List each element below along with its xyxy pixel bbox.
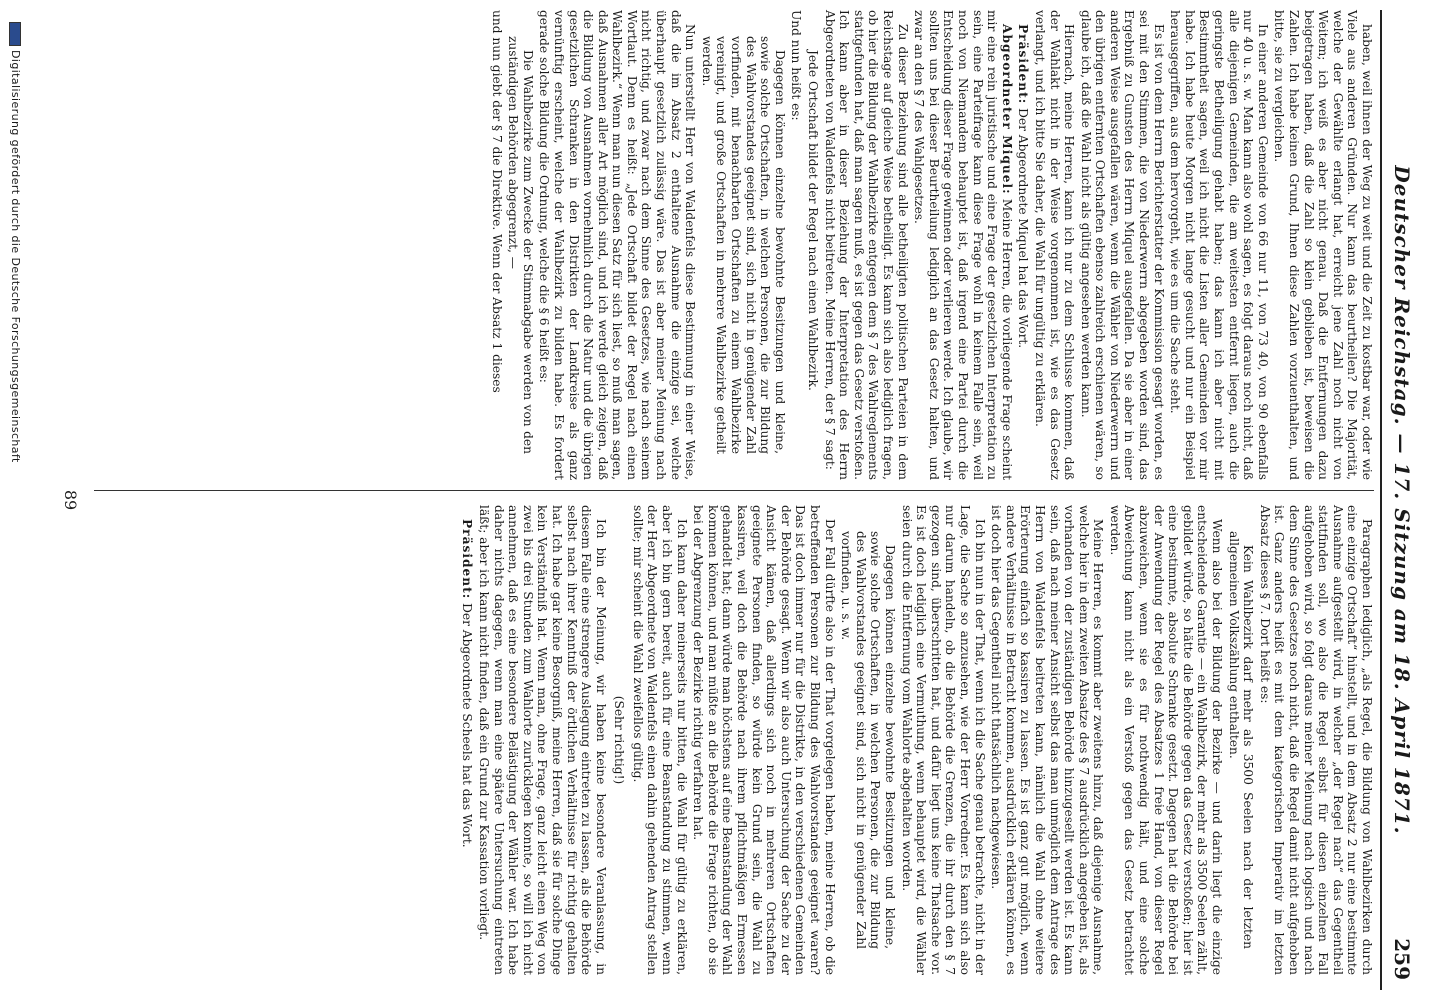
- footer-credit: [9, 22, 22, 463]
- text-paragraph: Nun unterstellt Herr von Waldenfels diese Bestimmung in einer Weise, daß die im Absatz 2 enthaltene Ausnahme die einzige sei, welche überhaupt gesetzlich zulässig wäre. Das ist aber meiner Meinung nach nicht richtig, und zwar nach dem Sinne des Gesetzes, wie nach seinem Wortlaut. Denn es heißt: „Jede Ortschaft bildet der Regel nach einen Wahlbezirk.“ Wenn man nun diesen Satz für sich liest, so muß man sagen, daß Ausnahmen aller Art möglich sind, und ich werde gleich zeigen, daß die Bildung von Ausnahmen vornehmlich durch die Natur und die übrigen gesetzlichen Schranken in den Distrikten der Landkreise als ganz vernünftig erscheint, welche der Wahlbezirk zu bilden habe. Es fordert gerade solche Bildung die Ordnung, welche die § 6 heißt es:: [537, 10, 698, 480]
- text-paragraph: Paragraphen lediglich, „als Regel, die Bildung von Wahlbezirken durch eine einzige Ortschaft“ hinstellt, und in dem Absatz 2 nur eine bestimmte Ausnahme aufgestellt wird, in welcher „der Regel nach“ das Gegentheil stattfinden soll, wo also die Regel selbst für diesen einzelnen Fall aufgehoben wird, so folgt daraus meiner Meinung nach logisch und nach dem Sinne des Gesetzes noch nicht, daß die Regel damit nicht aufgehoben ist. Ganz anders heißt es mit dem kategorischen Imperativ im letzten Absatz dieses § 7. Dort heißt es:: [1257, 505, 1374, 975]
- page-number: 259: [1390, 938, 1414, 980]
- text-paragraph: Ich kann daher meinerseits nur bitten, die Wahl für gültig zu erklären, aber ich bin gern bereit, auch für eine Beanstandung zu stimmen, wenn der Herr Abgeordnete von Waldenfels einen dahin gehenden Antrag stellen sollte; mir scheint die Wahl zweifellos gültig.: [630, 505, 689, 975]
- speaker-name: Präsident:: [1016, 24, 1031, 105]
- text-paragraph: Wenn also bei der Bildung der Bezirke — und darin liegt die einzige entscheidende Garantie — ein Wahlbezirk, der mehr als 3500 Seelen zählt, gebildet würde, so hätte die Behörde gegen das Gesetz verstoßen; hier ist eine bestimmte, absolute Schranke gesetzt. Dagegen hat die Behörde bei der Anwendung der Regel des Absatzes 1 freie Hand, von dieser Regel abzuweichen, wenn sie es für nothwendig hält, und eine solche Abweichung kann nicht als ein Verstoß gegen das Gesetz betrachtet werden.: [1107, 505, 1225, 975]
- text-paragraph: Abgeordneter Miquel: Meine Herren, die vorliegende Frage scheint mir eine rein juristische und eine Frage der gesetzlichen Interpretation zu sein, eine Parteifrage kann diese Frage wohl in keinem Falle sein, weil noch von Niemandem behauptet ist, daß irgend eine Partei durch die Entscheidung dieser Frage gewinnen oder verlieren werde. Ich glaube, wir sollten uns bei dieser Beurtheilung lediglich an das Gesetz halten, und zwar an den § 7 des Wahlgesetzes.: [912, 10, 1014, 481]
- column-divider: [94, 490, 1374, 491]
- text-paragraph: In einer anderen Gemeinde von 66 nur 11, von 73 40, von 90 ebenfalls nur 40 u. s. w. Man kann also wohl sagen, es folgt daraus noch nicht, daß alle diejenigen Gemeinden, die am weitesten entfernt liegen, auch die geringste Betheiligung gehabt haben; das kann ich aber nicht mit Bestimmtheit sagen, weil ich nicht die Listen aller Gemeinden vor mir habe. Ich habe heute Morgen nicht lange gesucht und nur ein Beispiel herausgegriffen, aus dem hervorgeht, wie es um die Sache steht.: [1168, 10, 1270, 480]
- text-paragraph: Ich bin der Meinung, wir haben keine besondere Veranlassung, in diesem Falle eine strengere Auslegung eintreten zu lassen, als die Behörde selbst nach ihrer Kenntniß der örtlichen Verhältnisse für richtig gehalten hat. Ich habe gar keine Besorgniß, meine Herren, daß sie für solche Dinge kein Verständniß hat. Wenn man, ohne Frage, ganz leicht einen Weg von zwei bis drei Stunden zum Wahlorte zurücklegen konnte, so will ich nicht annehmen, daß es eine besondere Belästigung der Wähler war. Ich habe daher nichts dagegen, wenn man eine spätere Untersuchung eintreten läßt; aber ich kann nicht finden, daß ein Grund zur Kassation vorliegt.: [476, 505, 608, 975]
- footer-text: Digitalisierung gefördert durch die Deutsche Forschungsgemeinschaft: [9, 50, 22, 463]
- speaker-name: Präsident:: [460, 519, 475, 600]
- text-paragraph: Es ist von dem Herrn Berichterstatter der Kommission gesagt worden, es sei mit den Stimmen, die von Niederwerrn abgegeben worden sind, das Ergebniß zu Gunsten des Herrn Miquel ausgefallen. Da sie aber in einer anderen Weise ausgefallen wären, wenn die Wähler von Niederwerrn und den übrigen entfernten Ortschaften ebenso zahlreich erschienen wären, so glaube ich, daß die Wahl nicht als gültig angesehen werden kann.: [1078, 10, 1166, 480]
- text-paragraph: Der Fall dürfte also in der That vorgelegen haben, meine Herren, ob die betreffenden Personen zur Bildung des Wahlvorstandes geeignet waren? Das ist doch immer nur für die Distrikte, in den verschiedenen Gemeinden der Behörde gesagt. Wenn wir also auch Untersuchung der Sache zu der Ansicht kämen, daß allerdings sich noch in mehreren Ortschaften geeignete Personen finden, so würde kein Grund sein, die Wahl zu kassiren, weil doch die Behörde nach ihrem pflichtmäßigen Ermessen gehandelt hat; dann würde man höchstens auf eine Beanstandung der Wahl kommen können, und man müßte an die Behörde die Frage richten, ob sie bei der Abgrenzung der Bezirke richtig verfahren hat.: [691, 505, 837, 975]
- text-paragraph: Ich bin nun in der That, wenn ich die Sache genau betrachte, nicht in der Lage, die Sache so anzusehen, wie der Herr Vorredner. Es kann sich also nur darum handeln, ob die Behörde die Grenzen, die ihr durch den § 7 gezogen sind, überschritten hat, und dafür liegt uns keine Thatsache vor. Es ist doch lediglich eine Vermuthung, wenn behauptet wird, die Wähler seien durch die Entfernung vom Wahlorte abgehalten worden.: [899, 505, 987, 975]
- text-paragraph: (Sehr richtig!): [612, 695, 627, 785]
- speaker-paragraph: Präsident: Der Abgeordnete Miquel hat das Wort.: [1016, 24, 1031, 349]
- text-paragraph: haben, weil ihnen der Weg zu weit und die Zeit zu kostbar war, oder wie Viele aus anderen Gründen. Nur kann das beurtheilen? Die Majorität, welche der Gewählte erlangt hat, erreicht jene Zahl noch nicht von Weitem; ich weiß es aber nicht genau. Daß die Entfernungen dazu beigetragen haben, daß die Zahl so klein geblieben ist, beweisen die Zahlen. Ich habe keinen Grund, Ihnen diese Zahlen vorzuenthalten, und bitte, sie zu vergleichen.: [1272, 10, 1374, 480]
- page-header: [1384, 0, 1420, 1000]
- text-paragraph: Dagegen können einzelne bewohnte Besitzungen und kleine, sowie solche Ortschaften, in welchen Personen, die zur Bildung des Wahlvorstandes geeignet sind, sich nicht in genügender Zahl vorfinden, mit benachbarten Ortschaften zu einem Wahlbezirke vereinigt, und große Ortschaften in mehrere Wahlbezirke getheilt werden.: [699, 36, 787, 454]
- speaker-paragraph: Präsident: Der Abgeordnete Scheels hat das Wort.: [460, 519, 475, 848]
- text-paragraph: Hiernach, meine Herren, kann ich nur zu dem Schlusse kommen, daß der Wahlakt nicht in der Weise vorgenommen ist, wie es das Gesetz verlangt, und ich bitte Sie daher, die Wahl für ungültig zu erklären.: [1032, 10, 1077, 480]
- printer-signature: 89: [61, 489, 80, 511]
- text-paragraph: Und nun heißt es:: [789, 10, 804, 121]
- speaker-name: Abgeordneter Miquel:: [999, 24, 1014, 195]
- running-title: Deutscher Reichstag. — 17. Sitzung am 18. April 1871.: [1390, 165, 1414, 835]
- right-column: [458, 505, 1374, 975]
- dfg-logo-icon: [9, 22, 21, 46]
- left-column: [487, 10, 1374, 480]
- text-paragraph: Die Wahlbezirke zum Zwecke der Stimmabgabe werden von den zuständigen Behörden abgegrenzt, —: [506, 36, 535, 454]
- text-paragraph: Zu dieser Beziehung sind alle betheiligten politischen Parteien in dem Reichstage auf gleiche Weise betheiligt. Es kann sich also lediglich fragen, ob hier die Bildung der Wahlbezirke entgegen dem § 7 des Wahlreglements stattgefunden hat, daß man sagen muß, es ist gegen das Gesetz verstoßen. Ich kann aber in dieser Beziehung der Interpretation des Herrn Abgeordneten von Waldenfels nicht beitreten. Meine Herren, der § 7 sagt:: [822, 10, 910, 480]
- text-paragraph: und nun giebt der § 7 die Direktive. Wenn der Absatz 1 dieses: [489, 10, 504, 393]
- text-paragraph: Kein Wahlbezirk darf mehr als 3500 Seelen nach der letzten allgemeinen Volkszählung enthalten.: [1226, 531, 1256, 949]
- text-paragraph: Dagegen können einzelne bewohnte Besitzungen und kleine, sowie solche Ortschaften, in welchen Personen, die zur Bildung des Wahlvorstandes geeignet sind, sich nicht in genügender Zahl vorfinden, u. s. w.: [839, 531, 897, 949]
- text-paragraph: Jede Ortschaft bildet der Regel nach einen Wahlbezirk.: [806, 50, 821, 391]
- text-paragraph: Meine Herren, es kommt aber zweitens hinzu, daß diejenige Ausnahme, welche hier in dem zweiten Absatze des § 7 ausdrücklich angegeben ist, als vorhanden von der zuständigen Behörde hinzugesellt werden ist. Es kann sein, daß nach meiner Ansicht selbst das man unmöglich dem Antrage des Herrn von Waldenfels beitreten kann, nämlich die Wahl ohne weitere Erörterung einfach so kassiren zu lassen. Es ist ganz gut möglich, wenn andere Verhältnisse in Betracht kommen, ausdrücklich erklären können, es ist doch hier das Gegentheil nicht thatsächlich nachgewiesen.: [989, 505, 1106, 975]
- header-rule: [1380, 10, 1382, 990]
